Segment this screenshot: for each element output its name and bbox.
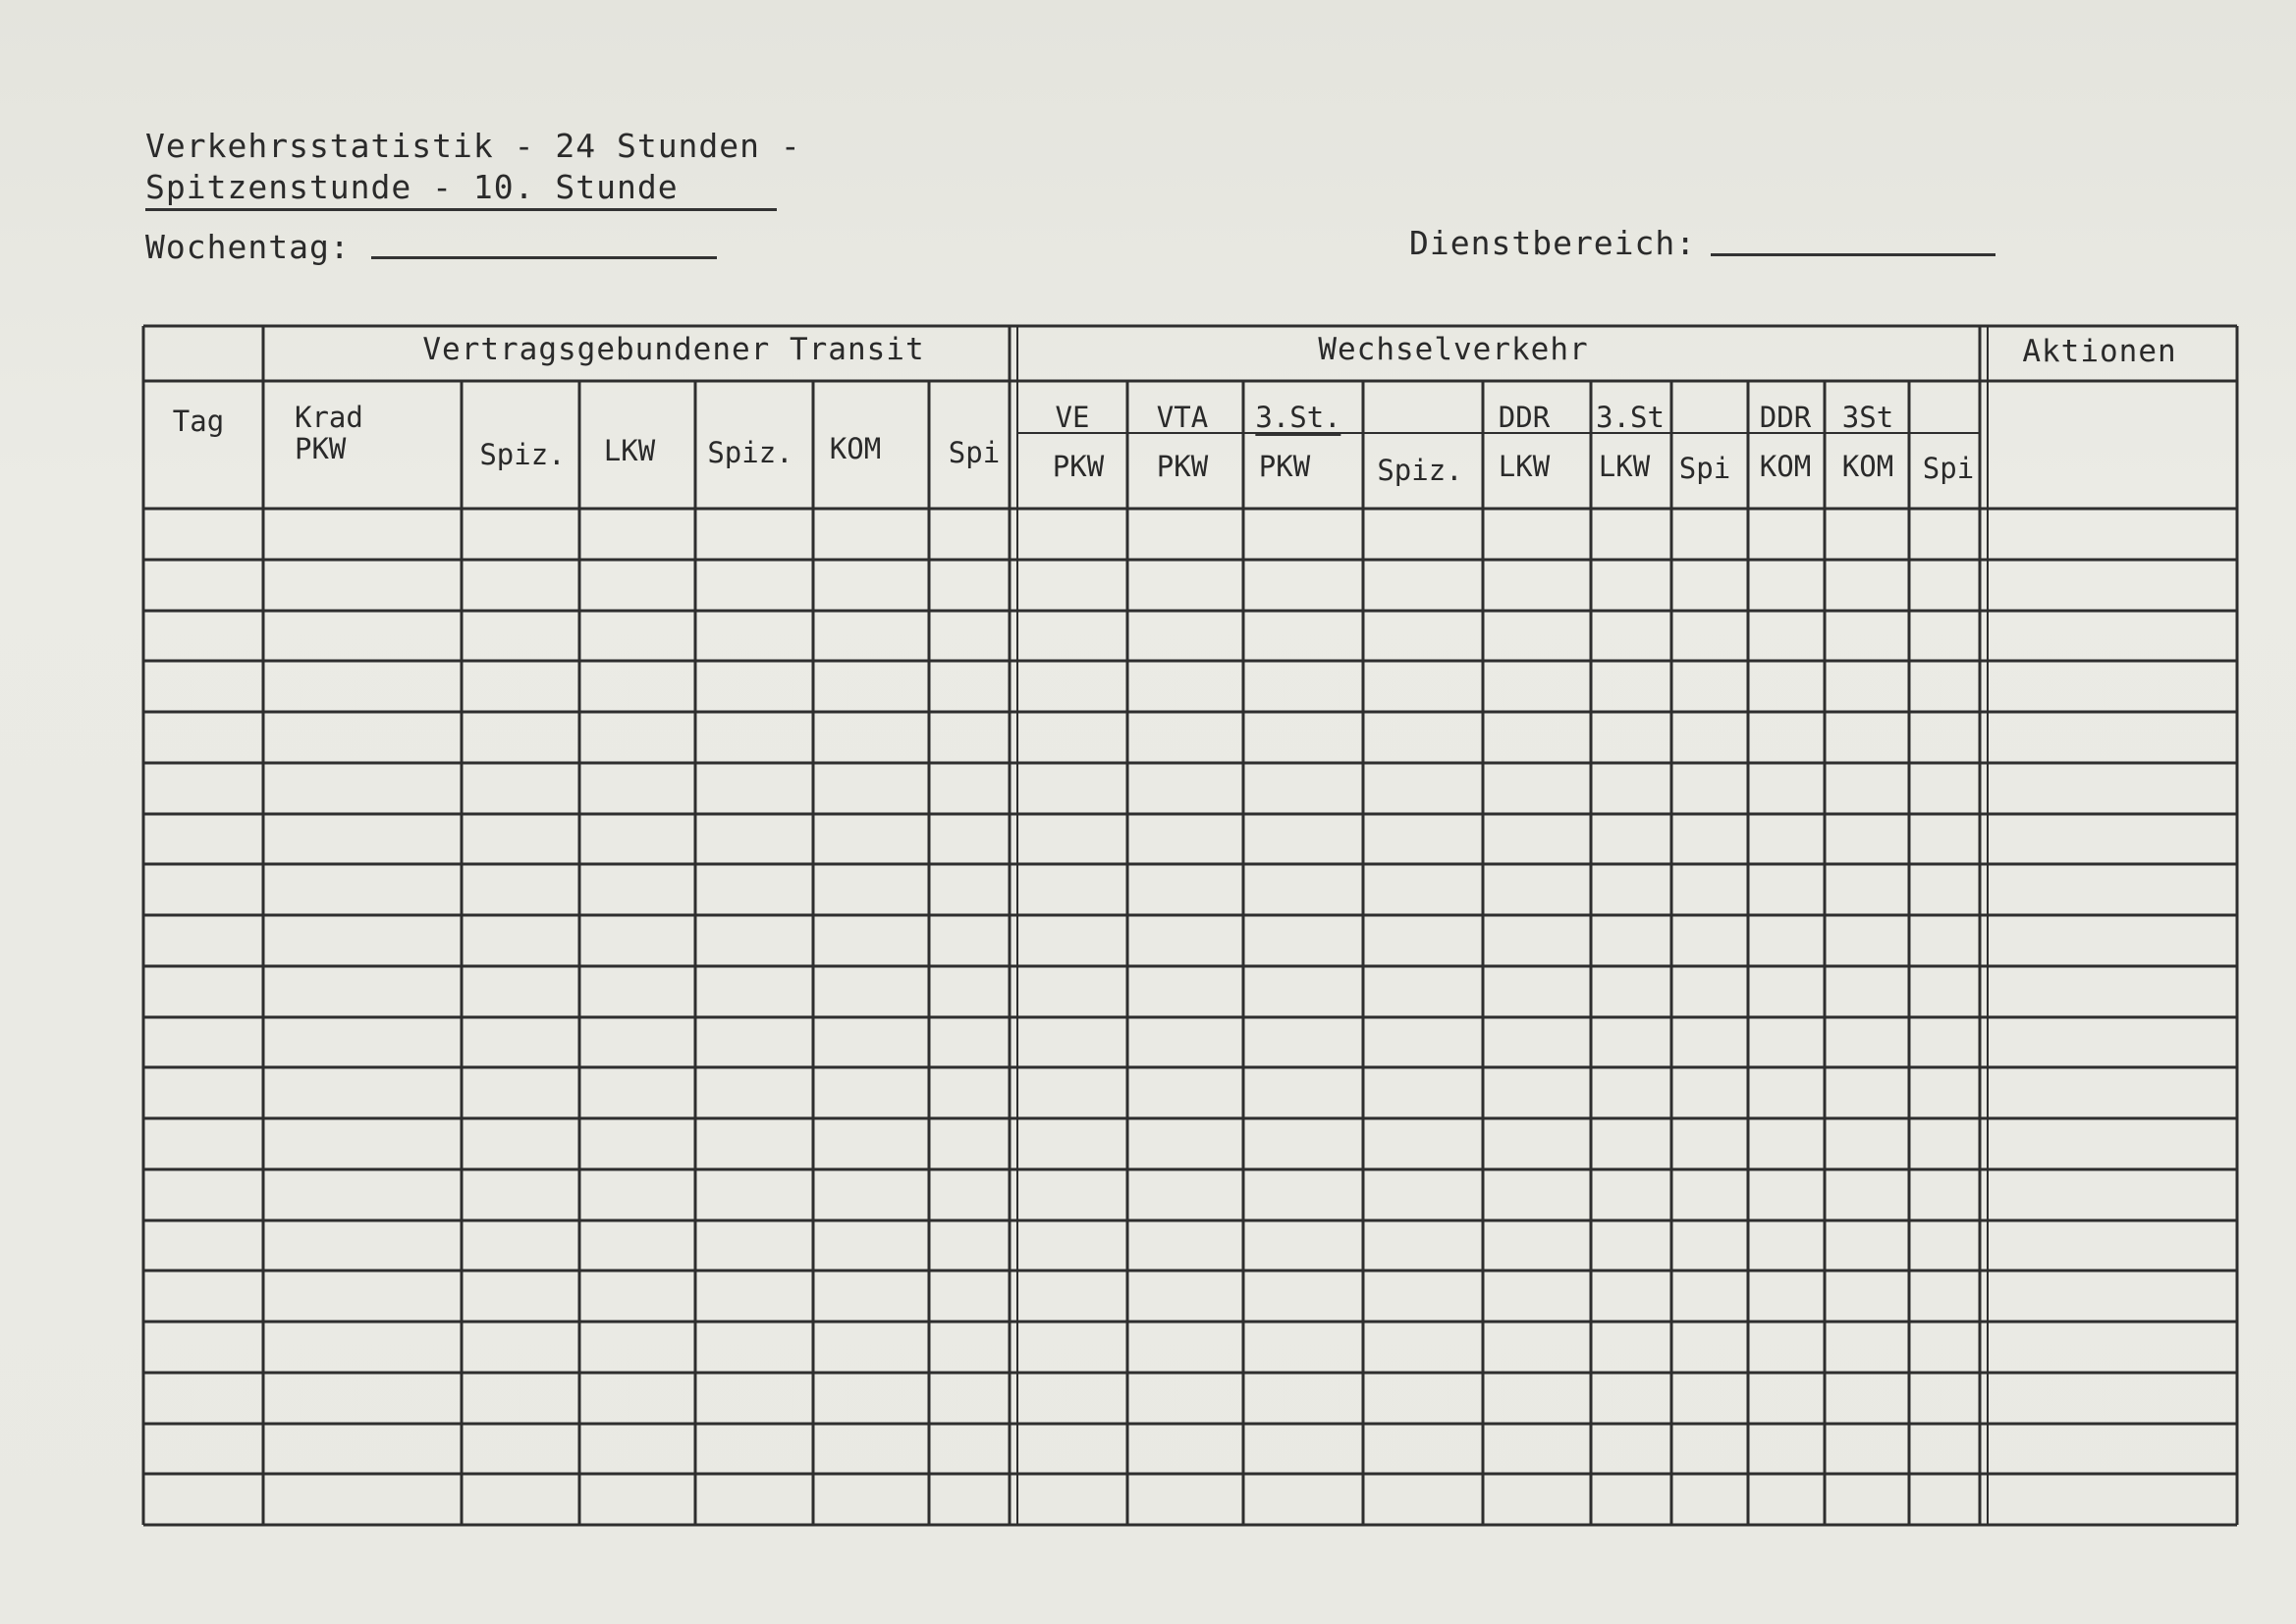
dienstbereich-label: Dienstbereich: xyxy=(1409,224,1697,262)
col-header-3st-kom-bottom: KOM xyxy=(1841,450,1894,483)
col-header-3st-lkw: 3.St xyxy=(1596,401,1665,434)
col-header-spiz-2: Spiz. xyxy=(707,436,793,469)
col-header-wv-spi-2: Spi xyxy=(1922,452,1975,485)
title-line-2: Spitzenstunde - 10. Stunde xyxy=(145,167,777,211)
col-header-3st-lkw-bottom: LKW xyxy=(1598,450,1651,483)
col-header-spi: Spi xyxy=(948,436,1001,469)
col-header-3st-pkw: PKW xyxy=(1258,450,1311,483)
col-header-ddr-kom: DDR xyxy=(1759,401,1812,434)
col-header-3st: 3.St. xyxy=(1255,401,1341,434)
title-line-1: Verkehrsstatistik - 24 Stunden - xyxy=(145,127,801,165)
col-header-krad: Krad xyxy=(295,401,363,434)
col-header-wv-spiz: Spiz. xyxy=(1377,454,1463,487)
col-header-vta: VTA xyxy=(1156,401,1209,434)
group-header-transit: Vertragsgebundener Transit xyxy=(422,332,925,367)
col-header-ve: VE xyxy=(1055,401,1090,434)
wochentag-label: Wochentag: xyxy=(145,228,351,266)
group-header-wechselverkehr: Wechselverkehr xyxy=(1318,332,1589,367)
col-header-lkw: LKW xyxy=(603,434,656,467)
col-header-ddr-lkw-bottom: LKW xyxy=(1498,450,1551,483)
col-header-spiz-1: Spiz. xyxy=(479,438,566,471)
col-header-3st-kom: 3St xyxy=(1841,401,1894,434)
col-header-wv-spi-1: Spi xyxy=(1678,452,1731,485)
col-header-ve-pkw: PKW xyxy=(1052,450,1105,483)
col-header-krad-pkw: PKW xyxy=(295,432,347,465)
col-header-ddr-kom-bottom: KOM xyxy=(1759,450,1812,483)
col-header-vta-pkw: PKW xyxy=(1156,450,1209,483)
col-header-tag: Tag xyxy=(172,405,225,438)
group-header-aktionen: Aktionen xyxy=(2022,334,2177,369)
col-header-kom: KOM xyxy=(829,432,882,465)
col-header-ddr-lkw: DDR xyxy=(1498,401,1551,434)
